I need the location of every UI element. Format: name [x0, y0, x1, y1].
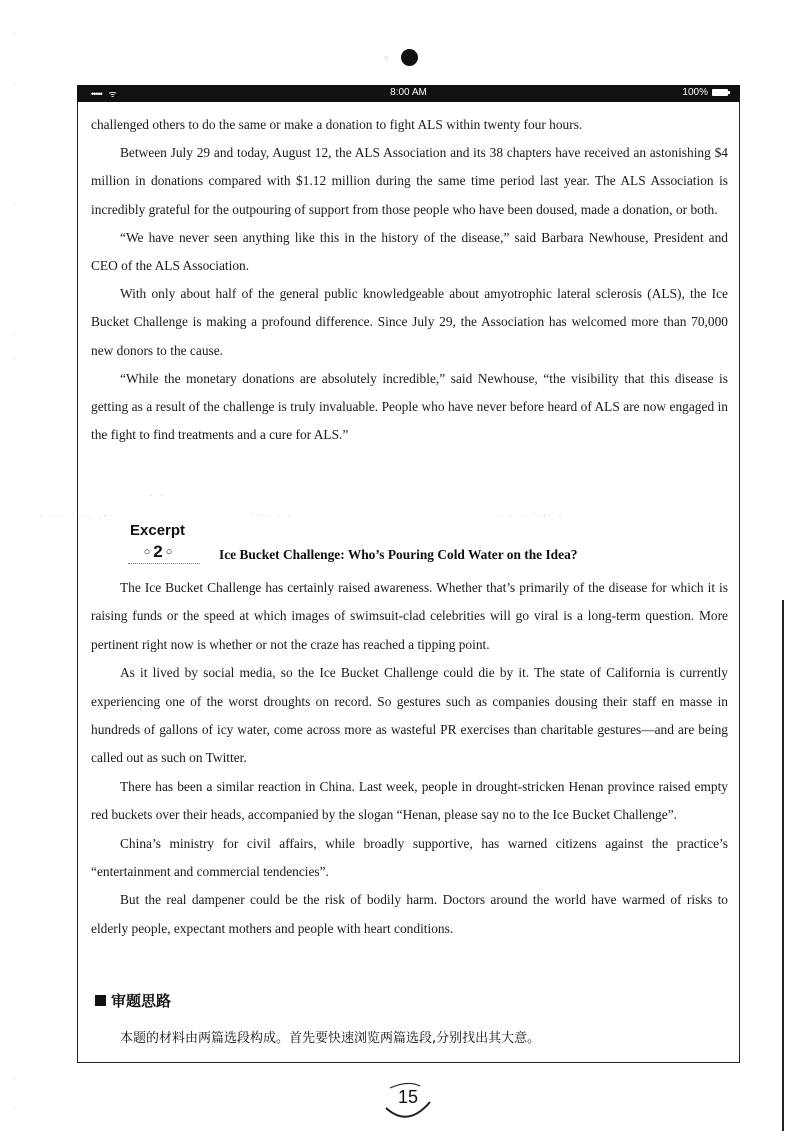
paragraph: China’s ministry for civil affairs, while broadly supportive, has warned citizens against the practice’s “entertainment and commercial tendencies”.: [91, 835, 728, 880]
margin-tick: ·: [13, 30, 16, 38]
margin-tick: ·: [13, 355, 16, 363]
margin-tick: ·: [13, 1105, 16, 1113]
battery-indicator: [682, 87, 728, 98]
margin-tick: ·: [13, 330, 16, 338]
binding-edge-line: [782, 600, 784, 1131]
excerpt-2-body: [91, 574, 728, 943]
scan-noise: · · · ˙·-· ·: [500, 512, 565, 520]
scan-noise: · · · ˙ ·. .-·: [40, 512, 115, 520]
analysis-heading-text: 审题思路: [111, 992, 172, 1010]
paragraph: challenged others to do the same or make a donation to fight ALS within twenty four hours.: [91, 117, 583, 132]
ring-icon: ○: [143, 546, 151, 558]
paragraph: The Ice Bucket Challenge has certainly raised awareness. Whether that’s primarily of the disease for which it is raising funds or the speed at which images of swimsuit-clad celebrities will go viral is a long-term question. More pertinent right now is whether or not the craze has reached a tipping point.: [91, 580, 728, 652]
margin-tick: ·: [13, 1075, 16, 1083]
scan-mark: ⁘: [383, 54, 390, 63]
excerpt-underline: [128, 563, 200, 564]
excerpt-title: Ice Bucket Challenge: Who’s Pouring Cold Water on the Idea?: [219, 547, 578, 562]
scan-noise: · ·: [150, 492, 166, 500]
excerpt-number: 2: [153, 542, 163, 561]
page-number-badge: [380, 1078, 436, 1124]
excerpt-label: Excerpt: [130, 522, 186, 539]
square-bullet-icon: [95, 995, 106, 1006]
paragraph: There has been a similar reaction in China. Last week, people in drought-stricken Henan province raised empty red buckets over their heads, accompanied by the slogan “Henan, please say no to the Ice Bucket Challenge”.: [91, 778, 728, 823]
ring-icon: ○: [165, 546, 173, 558]
status-time: 8:00 AM: [390, 87, 427, 98]
battery-percent: 100%: [682, 87, 708, 98]
analysis-heading: [95, 990, 171, 1011]
paragraph: With only about half of the general public knowledgeable about amyotrophic lateral sclerosis (ALS), the Ice Bucket Challenge is making a profound difference. Since July 29, the Association has welcomed more than 70,000 new donors to the cause.: [91, 286, 728, 358]
battery-icon: [712, 89, 728, 96]
analysis-text: 本题的材料由两篇选段构成。首先要快速浏览两篇选段,分别找出其大意。: [120, 1031, 541, 1046]
paragraph: As it lived by social media, so the Ice Bucket Challenge could die by it. The state of California is currently experiencing one of the worst droughts on record. So gestures such as companies dousing their staff en masse in hundreds of gallons of icy water, come across more as wasteful PR exercises than charitable gestures—and are being called out as such on Twitter.: [91, 665, 728, 766]
excerpt-1-body: [91, 111, 728, 449]
paragraph: But the real dampener could be the risk of bodily harm. Doctors around the world have warmed of risks to elderly people, expectant mothers and people with heart conditions.: [91, 892, 728, 936]
top-dot-decoration: [401, 49, 418, 66]
page-number: 15: [397, 1087, 419, 1107]
wifi-icon: ᯤ: [108, 89, 117, 99]
margin-tick: ·: [13, 80, 16, 88]
excerpt-number-badge: [126, 542, 190, 562]
scan-noise: ˙··· · ·: [250, 512, 294, 520]
status-bar: [77, 85, 740, 102]
paragraph: “While the monetary donations are absolutely incredible,” said Newhouse, “the visibility that this disease is getting as a result of the challenge is truly invaluable. People who have never before heard of ALS are now engaged in the fight to find treatments and a cure for ALS.”: [91, 370, 728, 443]
paragraph: “We have never seen anything like this in the history of the disease,” said Barbara Newhouse, President and CEO of the ALS Association.: [91, 229, 728, 274]
signal-dots: •••••: [91, 89, 102, 99]
margin-tick: ·: [13, 200, 16, 208]
paragraph: Between July 29 and today, August 12, the ALS Association and its 38 chapters have received an astonishing $4 million in donations compared with $1.12 million during the same time period last year. The ALS Association is incredibly grateful for the outpouring of support from those people who have been doused, made a donation, or both.: [91, 145, 728, 217]
